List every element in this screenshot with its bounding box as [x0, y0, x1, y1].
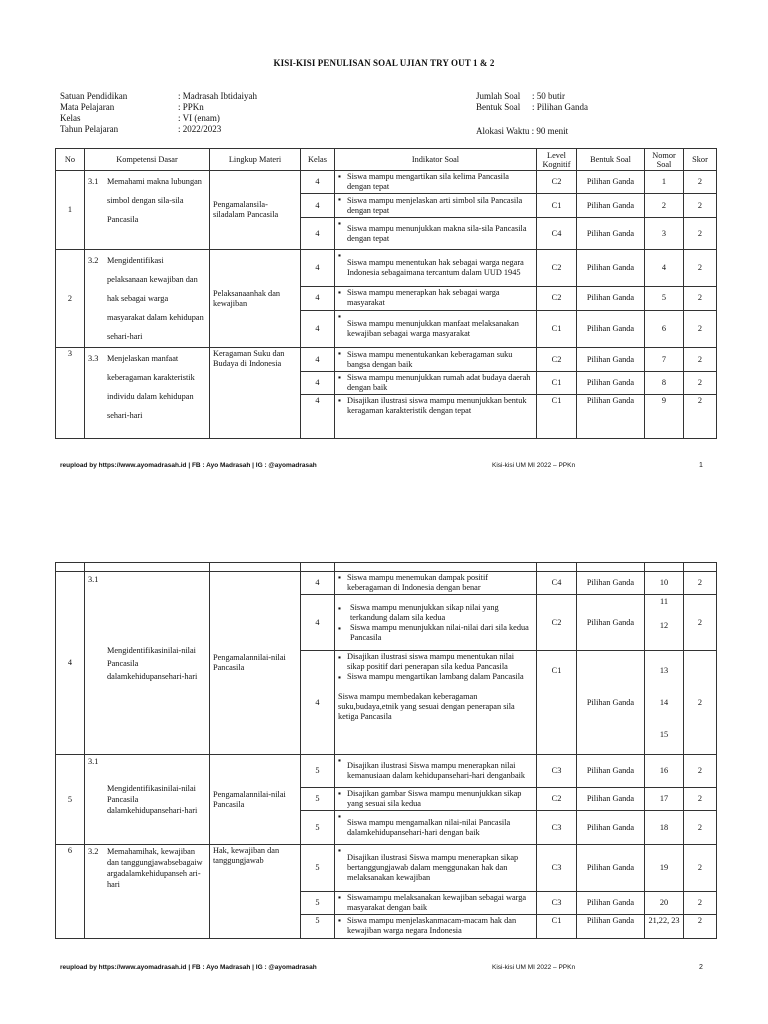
bentuk-soal: Pilihan Ganda: [577, 915, 645, 939]
level-kognitif: C4: [537, 572, 577, 595]
nomor-soal: 16: [645, 755, 684, 788]
kompetensi-dasar: 3.1 Mengidentifikasinilai-nilai Pancasila dalamkehidupansehari-hari: [85, 572, 210, 755]
level-kognitif: C4: [537, 218, 577, 250]
level-kognitif: C2: [537, 788, 577, 811]
nomor-soal: 7: [645, 348, 684, 372]
footer-reupload: reupload by https://www.ayomadrasah.id | FB : Ayo Madrasah | IG : @ayomadrasah: [60, 462, 317, 469]
skor: 2: [684, 811, 717, 845]
meta-label: Mata Pelajaran: [60, 102, 115, 112]
indikator: ▪ Disajikan ilustrasi siswa mampu menunjukkan bentuk keragaman karakteristik dengan tepat: [335, 395, 537, 439]
meta-value: : 2022/2023: [178, 124, 222, 134]
kelas: 4: [301, 194, 335, 218]
level-kognitif: C2: [537, 287, 577, 311]
level-kognitif: C1: [537, 395, 577, 439]
meta-value: : PPKn: [178, 102, 204, 112]
kelas: 4: [301, 218, 335, 250]
indikator: [335, 651, 537, 755]
indikator: ▪ Siswa mampu menunjukkan rumah adat budaya daerah dengan baik: [335, 372, 537, 395]
kompetensi-dasar: 3.2 Memahamihak, kewajiban dan tanggungjawabsebagaiw argadalamkehidupanseh ari-hari: [85, 845, 210, 939]
header-indikator: Indikator Soal: [335, 149, 537, 171]
kompetensi-dasar: 3.1 Mengidentifikasinilai-nilai Pancasila dalamkehidupansehari-hari: [85, 755, 210, 845]
nomor-soal: 3: [645, 218, 684, 250]
meta-left: [60, 91, 310, 136]
header-level: Level Kognitif: [537, 149, 577, 171]
kelas: 4: [301, 651, 335, 755]
skor: 2: [684, 845, 717, 892]
header-kd: Kompetensi Dasar: [85, 149, 210, 171]
bentuk-soal: Pilihan Ganda: [577, 348, 645, 372]
meta-label: Satuan Pendidikan: [60, 91, 128, 101]
skor: 2: [684, 651, 717, 755]
table-header-row-empty: [56, 563, 717, 572]
level-kognitif: C2: [537, 171, 577, 194]
level-kognitif: C1: [537, 372, 577, 395]
indikator: ▪ Siswa mampu menemukan dampak positif keberagaman di Indonesia dengan benar: [335, 572, 537, 595]
nomor-soal: 9: [645, 395, 684, 439]
skor: 2: [684, 287, 717, 311]
skor: 2: [684, 250, 717, 287]
indikator-item: ▪ Disajikan ilustrasi siswa mampu menentukan nilai sikap positif dari penerapan sila kedua Pancasila: [338, 652, 515, 671]
skor: 2: [684, 218, 717, 250]
bentuk-soal: Pilihan Ganda: [577, 194, 645, 218]
table-row: [56, 171, 717, 194]
skor: 2: [684, 194, 717, 218]
nomor-soal: 1: [645, 171, 684, 194]
level-kognitif: C3: [537, 755, 577, 788]
nomor-soal: 17: [645, 788, 684, 811]
nomor-soal: 11 12: [645, 595, 684, 651]
indikator: ▪ Siswa mampu mengartikan sila kelima Pancasila dengan tepat: [335, 171, 537, 194]
kelas: 4: [301, 572, 335, 595]
kelas: 5: [301, 811, 335, 845]
indikator: ▪ Siswa mampu menjelaskan arti simbol sila Pancasila dengan tepat: [335, 194, 537, 218]
nomor-soal: 10: [645, 572, 684, 595]
lingkup-materi: Pelaksanaanhak dan kewajiban: [210, 250, 301, 348]
bentuk-soal: Pilihan Ganda: [577, 287, 645, 311]
meta-right: [476, 91, 676, 136]
nomor-soal: 2: [645, 194, 684, 218]
skor: 2: [684, 395, 717, 439]
indikator: ▪ Siswa mampu menerapkan hak sebagai warga masyarakat: [335, 287, 537, 311]
indikator-item: Siswa mampu membedakan keberagaman suku,budaya,etnik yang sesuai dengan penerapan sila ketiga Pancasila: [338, 692, 515, 721]
row-number: 3: [56, 348, 85, 439]
skor: 2: [684, 788, 717, 811]
bentuk-soal: Pilihan Ganda: [577, 595, 645, 651]
level-kognitif: C3: [537, 892, 577, 915]
skor: 2: [684, 348, 717, 372]
lingkup-materi: Pengamalansila-siladalam Pancasila: [210, 171, 301, 250]
lingkup-materi: Pengamalannilai-nilai Pancasila: [210, 755, 301, 845]
kelas: 4: [301, 287, 335, 311]
indikator: ▪ Disajikan ilustrasi Siswa mampu menerapkan sikap bertanggungjawab dalam menggunakan hak dan melaksanakan kewajiban: [335, 845, 537, 892]
kompetensi-dasar: 3.1 Memahami makna lubungan simbol dengan sila-sila Pancasila: [85, 171, 210, 250]
bentuk-soal: Pilihan Ganda: [577, 171, 645, 194]
kompetensi-dasar: 3.2 Mengidentifikasi pelaksanaan kewajiban dan hak sebagai warga masyarakat dalam kehidupan sehari-hari: [85, 250, 210, 348]
row-number: 4: [56, 572, 85, 755]
meta-label: Kelas: [60, 113, 81, 123]
skor: 2: [684, 310, 717, 347]
kelas: 4: [301, 395, 335, 439]
indikator: ▪ Siswa mampu menjelaskanmacam-macam hak dan kewajiban warga negara Indonesia: [335, 915, 537, 939]
footer-doc-label: Kisi-kisi UM MI 2022 – PPKn: [492, 462, 576, 469]
bentuk-soal: Pilihan Ganda: [577, 755, 645, 788]
footer-doc-label: Kisi-kisi UM MI 2022 – PPKn: [492, 964, 576, 971]
skor: 2: [684, 595, 717, 651]
indikator: ▪ Siswa mampu menentukankan keberagaman suku bangsa dengan baik: [335, 348, 537, 372]
nomor-soal: 20: [645, 892, 684, 915]
level-kognitif: C2: [537, 348, 577, 372]
document-title: KISI-KISI PENULISAN SOAL UJIAN TRY OUT 1 & 2: [273, 58, 495, 68]
indikator-item: ▪ Siswa mampu menunjukkan nilai-nilai dari sila kedua Pancasila: [338, 622, 529, 642]
kelas: 4: [301, 250, 335, 287]
indikator: ▪ Siswa mampu menentukan hak sebagai warga negara Indonesia sebagaimana tercantum dalam UUD 1945: [335, 250, 537, 287]
table-row: [56, 845, 717, 892]
lingkup-materi: Keragaman Suku dan Budaya di Indonesia: [210, 348, 301, 439]
level-kognitif: C1: [537, 651, 577, 755]
nomor-soal: 13 14 15: [645, 651, 684, 755]
indikator: ▪ Siswamampu melaksanakan kewajiban sebagai warga masyarakat dengan baik: [335, 892, 537, 915]
table-row: [56, 572, 717, 595]
kelas: 5: [301, 892, 335, 915]
nomor-soal: 6: [645, 310, 684, 347]
nomor-soal: 5: [645, 287, 684, 311]
nomor-soal: 18: [645, 811, 684, 845]
skor: 2: [684, 892, 717, 915]
indikator: ▪ Disajikan gambar Siswa mampu menunjukkan sikap yang sesuai sila kedua: [335, 788, 537, 811]
header-lingkup: Lingkup Materi: [210, 149, 301, 171]
kelas: 5: [301, 755, 335, 788]
kisi-table-page-1: [55, 148, 717, 439]
skor: 2: [684, 572, 717, 595]
kisi-table-page-2: [55, 562, 717, 939]
bentuk-soal: Pilihan Ganda: [577, 218, 645, 250]
indikator: ▪ Disajikan ilustrasi Siswa mampu menerapkan nilai kemanusiaan dalam kehidupansehari-hari denganbaik: [335, 755, 537, 788]
table-header-row: [56, 149, 717, 171]
indikator: ▪ Siswa mampu menunjukkan makna sila-sila Pancasila dengan tepat: [335, 218, 537, 250]
meta-value: : Madrasah Ibtidaiyah: [178, 91, 257, 101]
level-kognitif: C2: [537, 595, 577, 651]
table-row: [56, 250, 717, 287]
kelas: 4: [301, 595, 335, 651]
row-number: 2: [56, 250, 85, 348]
level-kognitif: C2: [537, 250, 577, 287]
indikator-item: ▪ Siswa mampu menunjukkan sikap nilai yang terkandung dalam sila kedua: [338, 602, 499, 622]
bentuk-soal: Pilihan Ganda: [577, 372, 645, 395]
kelas: 4: [301, 348, 335, 372]
meta-label: Alokasi Waktu : 90 menit: [476, 126, 569, 136]
level-kognitif: C1: [537, 194, 577, 218]
header-kelas: Kelas: [301, 149, 335, 171]
level-kognitif: C3: [537, 845, 577, 892]
header-no: No: [56, 149, 85, 171]
skor: 2: [684, 372, 717, 395]
table-row: [56, 755, 717, 788]
meta-label: Bentuk Soal: [476, 102, 521, 112]
level-kognitif: C1: [537, 915, 577, 939]
page-number: 2: [699, 964, 703, 971]
page-number: 1: [699, 462, 703, 469]
nomor-soal: 4: [645, 250, 684, 287]
row-number: 1: [56, 171, 85, 250]
skor: 2: [684, 915, 717, 939]
bentuk-soal: Pilihan Ganda: [577, 892, 645, 915]
meta-value: : Pilihan Ganda: [532, 102, 588, 112]
bentuk-soal: Pilihan Ganda: [577, 395, 645, 439]
kelas: 5: [301, 915, 335, 939]
footer-reupload: reupload by https://www.ayomadrasah.id | FB : Ayo Madrasah | IG : @ayomadrasah: [60, 964, 317, 971]
bentuk-soal: Pilihan Ganda: [577, 651, 645, 755]
nomor-soal: 8: [645, 372, 684, 395]
row-number: 6: [56, 845, 85, 939]
bentuk-soal: Pilihan Ganda: [577, 788, 645, 811]
nomor-soal: 19: [645, 845, 684, 892]
lingkup-materi: Hak, kewajiban dan tanggungjawab: [210, 845, 301, 939]
bentuk-soal: Pilihan Ganda: [577, 310, 645, 347]
kelas: 5: [301, 845, 335, 892]
level-kognitif: C3: [537, 811, 577, 845]
header-bentuk: Bentuk Soal: [577, 149, 645, 171]
indikator: ▪ Siswa mampu menunjukkan manfaat melaksanakan kewajiban sebagai warga masyarakat: [335, 310, 537, 347]
bentuk-soal: Pilihan Ganda: [577, 845, 645, 892]
kelas: 4: [301, 310, 335, 347]
kompetensi-dasar: 3.3 Menjelaskan manfaat keberagaman karakteristik individu dalam kehidupan sehari-hari: [85, 348, 210, 439]
kelas: 4: [301, 171, 335, 194]
kelas: 4: [301, 372, 335, 395]
indikator: ▪ Siswa mampu mengamalkan nilai-nilai Pancasila dalamkehidupansehari-hari dengan baik: [335, 811, 537, 845]
meta-value: : 50 butir: [532, 91, 565, 101]
indikator-item: ▪ Siswa mampu mengartikan lambang dalam Pancasila: [338, 672, 524, 682]
lingkup-materi: Pengamalannilai-nilai Pancasila: [210, 572, 301, 755]
row-number: 5: [56, 755, 85, 845]
bentuk-soal: Pilihan Ganda: [577, 572, 645, 595]
nomor-soal: 21,22, 23: [645, 915, 684, 939]
skor: 2: [684, 171, 717, 194]
level-kognitif: C1: [537, 310, 577, 347]
bentuk-soal: Pilihan Ganda: [577, 811, 645, 845]
header-nomor: Nomor Soal: [645, 149, 684, 171]
meta-label: Jumlah Soal: [476, 91, 521, 101]
kelas: 5: [301, 788, 335, 811]
table-row: [56, 348, 717, 372]
meta-label: Tahun Pelajaran: [60, 124, 119, 134]
skor: 2: [684, 755, 717, 788]
meta-value: : VI (enam): [178, 113, 220, 123]
indikator: [335, 595, 537, 651]
bentuk-soal: Pilihan Ganda: [577, 250, 645, 287]
header-skor: Skor: [684, 149, 717, 171]
